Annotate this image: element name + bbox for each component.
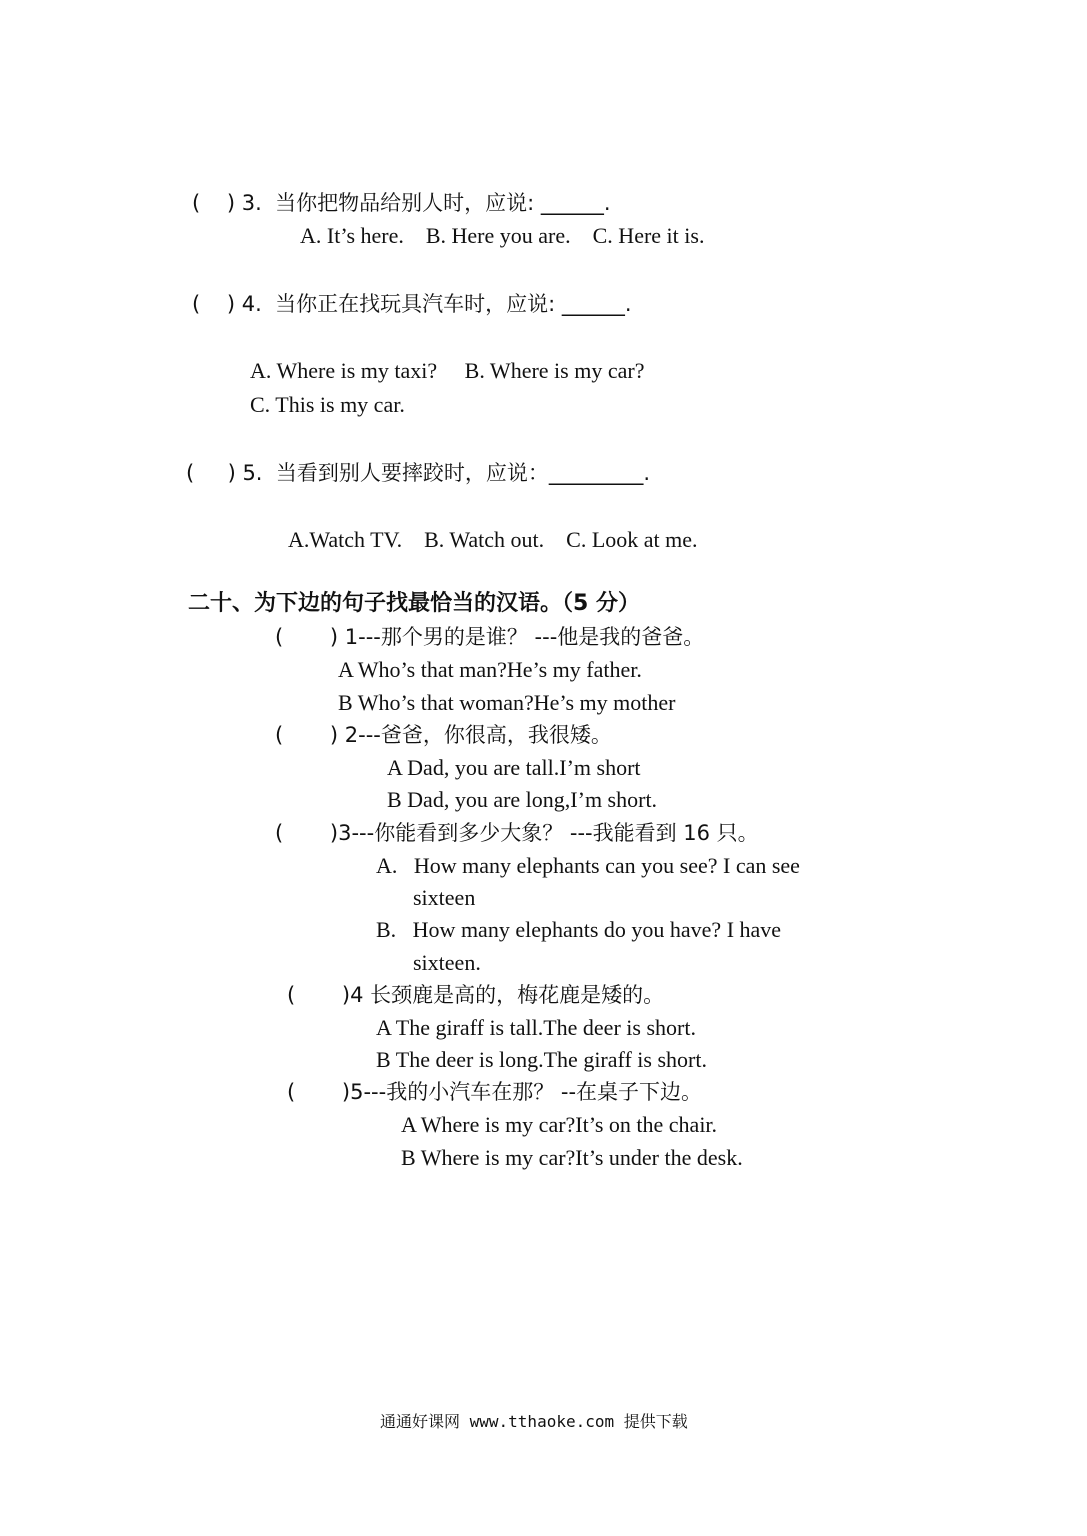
question-4-stem: ( ) 4. 当你正在找玩具汽车时，应说: ______. [192,292,632,316]
match-1-stem: ( ) 1---那个男的是谁？ ---他是我的爸爸。 [275,625,705,649]
match-1-option-a: A Who’s that man?He’s my father. [338,657,642,682]
match-3-option-b: B. How many elephants do you have? I have [376,917,782,942]
match-5-stem: ( )5---我的小汽车在那？ --在桌子下边。 [287,1080,703,1104]
match-3-stem: ( )3---你能看到多少大象？ ---我能看到 16 只。 [275,821,759,845]
match-2-stem: ( ) 2---爸爸，你很高，我很矮。 [275,723,612,747]
question-3-options: A. It’s here. B. Here you are. C. Here it is. [300,223,705,248]
match-2-option-a: A Dad, you are tall.I’m short [387,755,641,780]
match-1-option-b: B Who’s that woman?He’s my mother [338,690,676,715]
match-5-option-b: B Where is my car?It’s under the desk. [401,1145,743,1170]
match-3-option-a-cont: sixteen [413,885,476,910]
match-4-option-b: B The deer is long.The giraff is short. [376,1047,707,1072]
footer-text: 通通好课网 www.tthaoke.com 提供下载 [380,1412,688,1431]
question-5-options: A.Watch TV. B. Watch out. C. Look at me. [288,527,698,552]
question-4-options-line1: A. Where is my taxi? B. Where is my car? [250,358,645,383]
match-4-option-a: A The giraff is tall.The deer is short. [376,1015,696,1040]
match-3-option-b-cont: sixteen. [413,950,481,975]
match-4-stem: ( )4 长颈鹿是高的，梅花鹿是矮的。 [287,983,665,1007]
match-5-option-a: A Where is my car?It’s on the chair. [401,1112,718,1137]
question-4-options-line2: C. This is my car. [250,392,405,417]
question-5-stem: ( ) 5. 当看到别人要摔跤时，应说：_________. [186,461,650,485]
question-3-stem: ( ) 3. 当你把物品给别人时，应说: ______. [192,191,611,215]
match-2-option-b: B Dad, you are long,I’m short. [387,787,658,812]
match-3-option-a: A. How many elephants can you see? I can see [376,853,800,878]
section-heading: 二十、为下边的句子找最恰当的汉语。（5 分） [188,591,640,616]
